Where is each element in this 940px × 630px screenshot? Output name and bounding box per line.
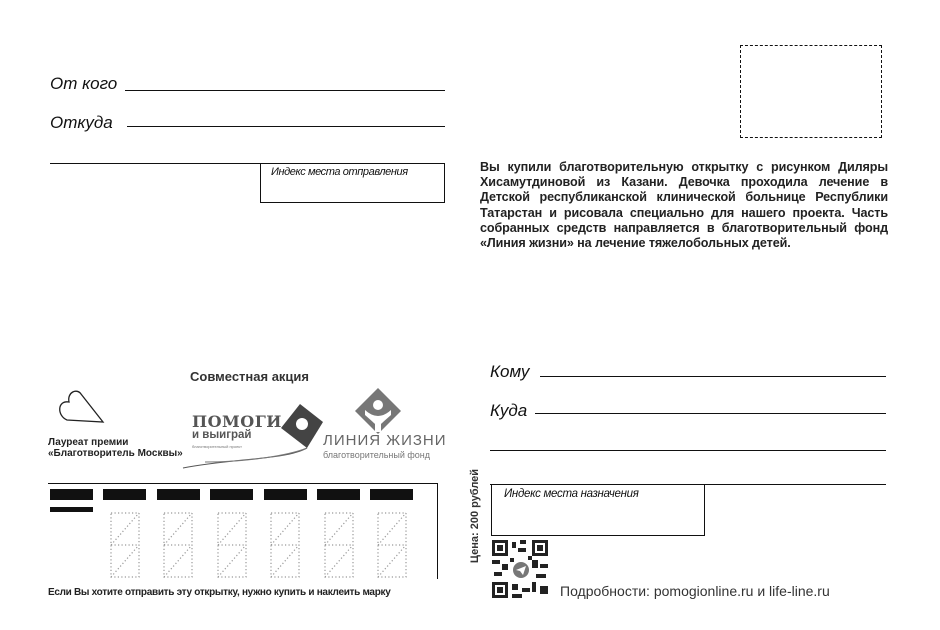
liniya-zhizni-logo-icon: [355, 388, 401, 434]
liniya-zhizni-name: ЛИНИЯ ЖИЗНИ: [323, 432, 447, 449]
index-digit-template[interactable]: [163, 512, 193, 578]
to-where-field[interactable]: [535, 413, 886, 414]
laureate-line1: Лауреат премии: [48, 437, 129, 448]
heart-logo-icon: [55, 384, 107, 428]
index-digit-template[interactable]: [324, 512, 354, 578]
index-marker-bar: [317, 489, 360, 500]
index-digit-template[interactable]: [217, 512, 247, 578]
index-top-line: [48, 483, 438, 484]
details-link[interactable]: Подробности: pomogionline.ru и life-line.ru: [560, 583, 830, 599]
to-label: Кому: [490, 362, 530, 381]
partners-title: Совместная акция: [190, 369, 310, 384]
index-marker-bar: [157, 489, 200, 500]
index-marker-bar: [210, 489, 253, 500]
index-marker-bar: [264, 489, 307, 500]
laureate-text: [48, 437, 183, 459]
sender-index-label: Индекс места отправления: [271, 166, 408, 178]
from-field[interactable]: [125, 90, 445, 91]
sender-index-box[interactable]: [260, 163, 445, 203]
to-field[interactable]: [540, 376, 886, 377]
recipient-index-label: Индекс места назначения: [504, 488, 639, 500]
liniya-zhizni-subtitle: благотворительный фонд: [323, 450, 431, 460]
to-where-label: Куда: [490, 401, 528, 420]
address-line-2[interactable]: [490, 450, 886, 451]
stamp-placeholder: [740, 45, 882, 138]
index-marker-bar: [103, 489, 146, 500]
pomogi-logo-small: благотворительный проект: [192, 444, 242, 449]
index-digit-template[interactable]: [270, 512, 300, 578]
pomogi-logo-title: ПОМОГИ: [192, 412, 282, 431]
description-text: Вы купили благотворительную открытку с рисунком Диляры Хисамутдиновой из Казани. Девочка проходила лечение в Детской республиканской клинической больнице Республики Татарстан и рисовала специально для нашего проекта. Часть собранных средств направляется в благотворительный фонд «Линия жизни» на лечение тяжелобольных детей.: [480, 160, 888, 251]
pomogi-logo-subtitle: и выиграй: [192, 429, 252, 441]
from-where-field[interactable]: [127, 126, 445, 127]
index-marker-bar-small: [50, 507, 93, 512]
laureate-line2: «Благотворитель Москвы»: [48, 448, 183, 459]
index-digit-template[interactable]: [110, 512, 140, 578]
index-digit-template[interactable]: [377, 512, 407, 578]
qr-code-icon[interactable]: [492, 540, 550, 600]
from-where-label: Откуда: [50, 113, 113, 132]
from-label: От кого: [50, 74, 118, 93]
recipient-index-box[interactable]: [491, 484, 705, 536]
price-label: Цена: 200 рублей: [469, 468, 481, 564]
index-marker-bar: [50, 489, 93, 500]
index-right-line: [437, 483, 438, 579]
index-marker-bar: [370, 489, 413, 500]
stamp-note: Если Вы хотите отправить эту открытку, нужно купить и наклеить марку: [48, 587, 391, 598]
